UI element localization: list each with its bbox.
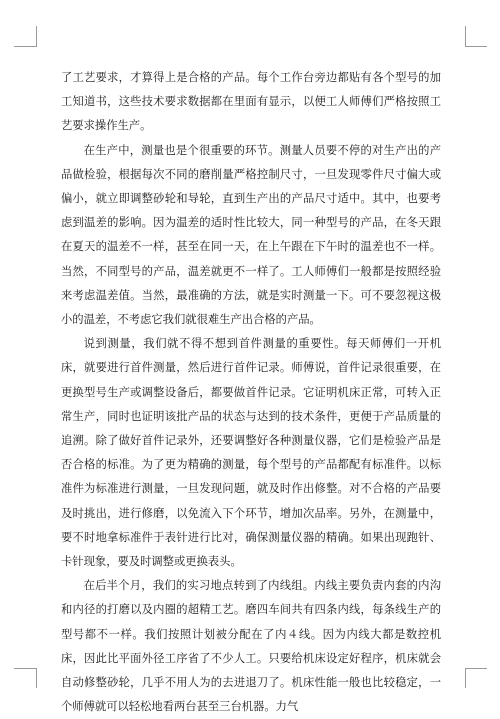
crop-mark-bottom-left-vertical (36, 668, 37, 688)
crop-mark-top-left-horizontal (14, 46, 37, 47)
paragraph: 在生产中，测量也是个很重要的环节。测量人员要不停的对生产出的产品做检验，根据每次不同的磨削量严格控制尺寸，一旦发现零件尺寸偏大或偏小，就立即调整砂轮和导轮，直到生产出的产品尺寸适中。其中，也要考虑到温差的影响。因为温差的适时性比较大，同一种型号的产品，在冬天跟在夏天的温差不一样，甚至在同一天，在上午跟在下午时的温差也不一样。当然，不同型号的产品，温差就更不一样了。工人师傅们一般都是按照经验来考虑温差值。当然，最准确的方法，就是实时测量一下。可不要忽视这极小的温差，不考虑它我们就很难生产出合格的产品。 (61, 143, 441, 327)
paragraph: 了工艺要求，才算得上是合格的产品。每个工作台旁边都贴有各个型号的加工知道书，这些技术要求数据都在里面有显示，以便工人师傅们严格按照工艺要求操作生产。 (61, 71, 441, 133)
crop-mark-top-right-vertical (465, 26, 466, 46)
paragraph: 说到测量，我们就不得不想到首件测量的重要性。每天师傅们一开机床，就要进行首件测量，然后进行首件记录。师傅说，首件记录很重要，在更换型号生产或调整设备后，都要做首件记录。它证明机床正常，可转入正常生产，同时也证明该批产品的状态与达到的技术条件，更便于产品质量的追溯。除了做好首件记录外，还要调整好各种测量仪器，它们是检验产品是否合格的标准。为了更为精确的测量，每个型号的产品都配有标准件。以标准件为标准进行测量，一旦发现问题，就及时作出修整。对不合格的产品要及时挑出，进行修磨，以免流入下个环节，增加次品率。另外，在测量中，要不时地拿标准件于表针进行比对，确保测量仪器的精确。如果出现跑针、卡针现象，要及时调整或更换表头。 (61, 337, 441, 569)
paragraph: 在后半个月，我们的实习地点转到了内线组。内线主要负责内套的内沟和内径的打磨以及内圈的超精工艺。磨四车间共有四条内线，每条线生产的型号都不一样。我们按照计划被分配在了内４线。因为内线大都是数控机床，因此比平面外径工序省了不少人工。只要给机床设定好程序，机床就会自动修整砂轮，几乎不用人为的去进退刀了。机床性能一般也比较稳定，一个师傅就可以轻松地看两台甚至三台机器。力气 (61, 579, 441, 714)
crop-mark-top-left-vertical (36, 26, 37, 46)
document-body (61, 66, 441, 719)
crop-mark-bottom-left-horizontal (14, 668, 37, 669)
crop-mark-bottom-right-horizontal (465, 668, 487, 669)
crop-mark-top-right-horizontal (465, 46, 487, 47)
crop-mark-bottom-right-vertical (465, 668, 466, 688)
